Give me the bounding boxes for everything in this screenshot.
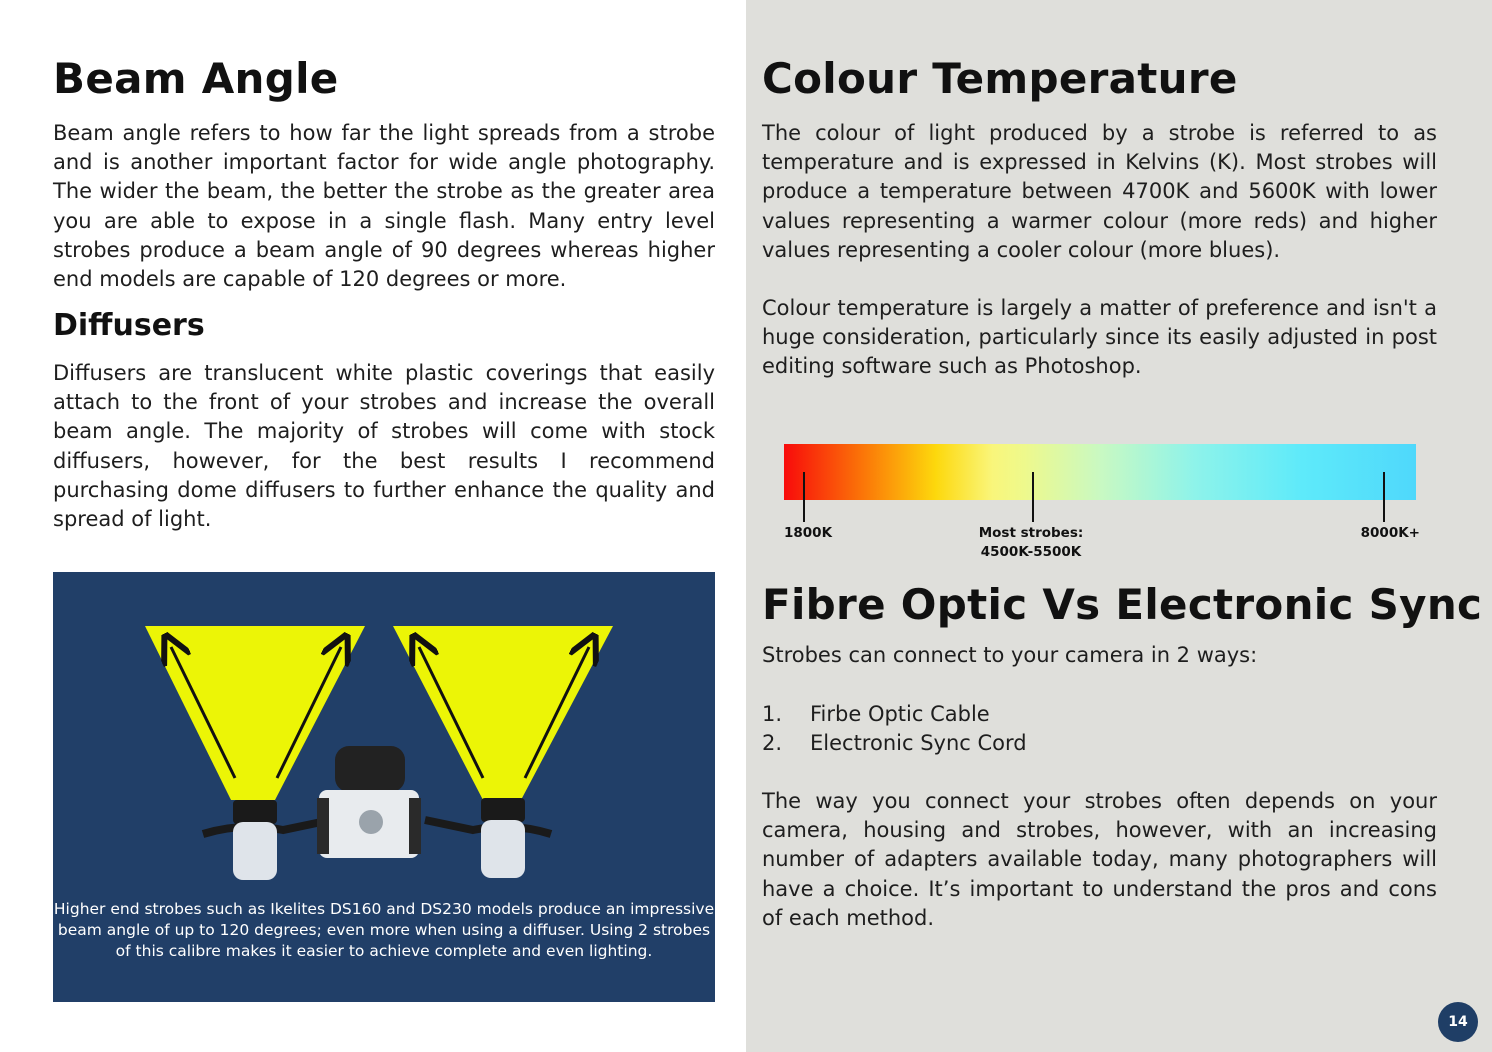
page-number-badge: 14 [1438, 1002, 1478, 1042]
colour-temperature-paragraph-2: Colour temperature is largely a matter of preference and isn't a huge consideration, particularly since its easily adjusted in post editing software such as Photoshop. [762, 296, 1437, 379]
colour-temperature-scale-bar [784, 444, 1416, 500]
figure-caption: Higher end strobes such as Ikelites DS160 and DS230 models produce an impressive beam angle of up to 120 degrees; even more when using a diffuser. Using 2 strobes of this calibre makes it easier to achieve complete and even lighting. [53, 900, 715, 960]
tick-most-strobes [1032, 472, 1034, 522]
camera-dome-port [335, 746, 405, 792]
scale-label-mid-line2: 4500K-5500K [980, 544, 1082, 560]
fibre-optic-heading: Fibre Optic Vs Electronic Sync [762, 580, 1483, 629]
colour-temperature-paragraph-1: The colour of light produced by a strobe is referred to as temperature and is expressed in Kelvins (K). Most strobes will produce a temperature between 4700K and 5600K with lower values representing a warmer colour (more reds) and higher values representing a cooler colour (more blues). [762, 121, 1437, 262]
connection-ways-list [762, 700, 1027, 758]
list-item [762, 729, 1027, 758]
left-strobe-body [233, 822, 277, 880]
housing-control-dial [359, 810, 383, 834]
list-item-label: Electronic Sync Cord [810, 731, 1027, 756]
scale-label-high: 8000K+ [1360, 525, 1420, 541]
list-item-number: 2. [762, 731, 783, 756]
housing-left-grip [317, 798, 329, 854]
list-item [762, 700, 1027, 729]
fibre-optic-paragraph: The way you connect your strobes often depends on your camera, housing and strobes, however, with an increasing number of adapters available today, many photographers will have a choice. It’s important to understand the pros and cons of each method. [762, 789, 1437, 930]
diffusers-paragraph: Diffusers are translucent white plastic coverings that easily attach to the front of your strobes and increase the overall beam angle. The majority of strobes will come with stock diffusers, however, for the best results I recommend purchasing dome diffusers to further enhance the quality and spread of light. [53, 361, 715, 532]
housing-right-grip [409, 798, 421, 854]
strobe-beam-figure [53, 572, 715, 1002]
colour-temperature-heading: Colour Temperature [762, 54, 1238, 103]
right-page [746, 0, 1492, 1052]
diffusers-heading: Diffusers [53, 308, 205, 343]
right-strobe-head [481, 798, 525, 822]
scale-label-mid-line1: Most strobes: [978, 525, 1084, 541]
beam-angle-heading: Beam Angle [53, 54, 339, 103]
tick-1800k [803, 472, 805, 522]
tick-8000k [1383, 472, 1385, 522]
fibre-optic-intro: Strobes can connect to your camera in 2 ways: [762, 643, 1258, 667]
right-strobe-body [481, 820, 525, 878]
list-item-number: 1. [762, 702, 783, 726]
left-strobe-head [233, 800, 277, 824]
beam-angle-paragraph: Beam angle refers to how far the light spreads from a strobe and is another important factor for wide angle photography. The wider the beam, the better the strobe as the greater area you are able to expose in a single flash. Many entry level strobes produce a beam angle of 90 degrees whereas higher end models are capable of 120 degrees or more. [53, 121, 715, 292]
scale-label-low: 1800K [784, 525, 833, 541]
scale-label-mid [971, 524, 1091, 562]
list-item-label: Firbe Optic Cable [810, 702, 990, 726]
right-beam-cone [393, 626, 613, 800]
strobe-beam-illustration [53, 572, 715, 902]
left-beam-cone [145, 626, 365, 800]
